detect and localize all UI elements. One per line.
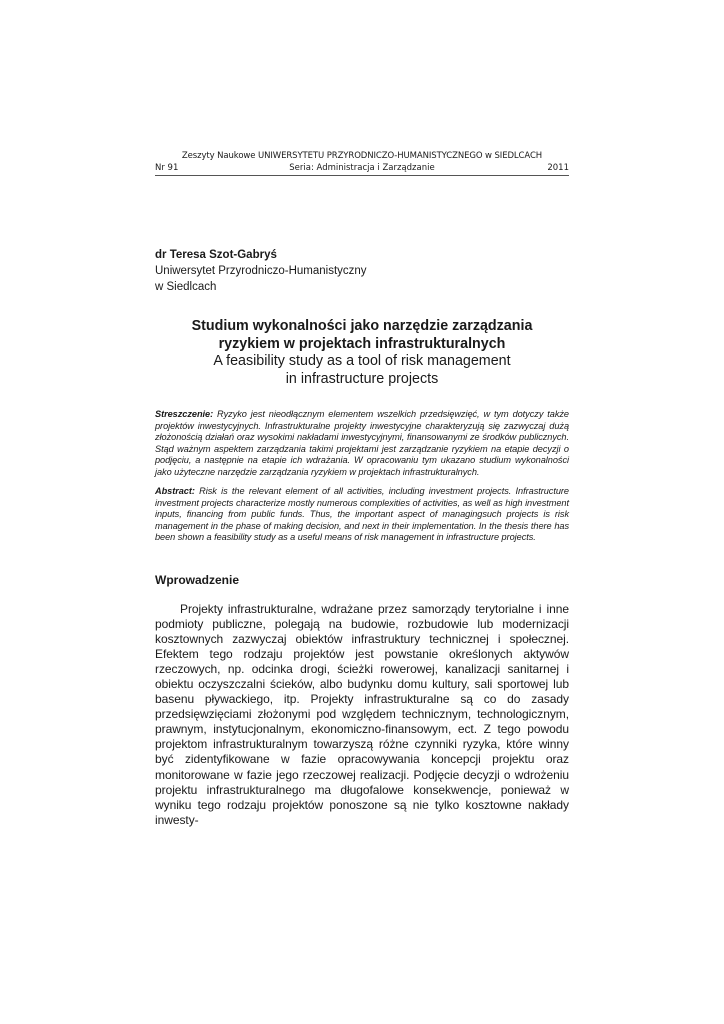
- body-paragraph: Projekty infrastrukturalne, wdrażane przez samorządy terytorialne i inne podmioty publiczne, polegają na budowie, rozbudowie lub modernizacji kosztownych zazwyczaj obiektów infrastruktury technicznej i społecznej. Efektem tego rodzaju projektów jest powstanie określonych aktywów rzeczowych, np. odcinka drogi, ścieżki rowerowej, kanalizacji sanitarnej i obiektu oczyszczalni ścieków, albo budynku domu kultury, sali sportowej lub basenu pływackiego, itp. Projekty infrastrukturalne są co do zasady przedsięwzięciami złożonymi pod względem technicznym, technologicznym, prawnym, instytucjonalnym, ekonomiczno-finansowym, ect. Z tego powodu projektom infrastrukturalnym towarzyszą różne czynniki ryzyka, które winny być zidentyfikowane w fazie opracowywania koncepcji projektu oraz monitorowane w fazie jego rzeczowej realizacji. Podjęcie decyzji o wdrożeniu projektu infrastrukturalnego ma długofalowe konsekwencje, ponieważ w wyniku tego rodzaju projektów ponoszone są nie tylko kosztowne nakłady inwesty-: [155, 601, 569, 827]
- journal-title: Zeszyty Naukowe UNIWERSYTETU PRZYRODNICZO-HUMANISTYCZNEGO w SIEDLCACH: [181, 151, 543, 161]
- title-pl-line-1: Studium wykonalności jako narzędzie zarządzania: [191, 318, 533, 334]
- issue-number: Nr 91: [155, 163, 179, 173]
- title-en-line-1: A feasibility study as a tool of risk management: [213, 353, 511, 369]
- year: 2011: [547, 163, 569, 173]
- section-heading: Wprowadzenie: [155, 572, 240, 587]
- streszczenie-text: Ryzyko jest nieodłącznym elementem wszelkich przedsięwzięć, w tym dotyczy także projektów inwestycyjnych. Infrastrukturalne projekty inwestycyjne charakteryzują się zazwyczaj dużą złożonością działań oraz wysokimi nakładami inwestycyjnymi, finansowanymi ze środków publicznych. Stąd ważnym aspektem zarządzania takimi projektami jest zarządzanie ryzykiem na etapie decyzji o podjęciu, a następnie na etapie ich wdrażania. W opracowaniu tym ukazano studium wykonalności jako użyteczne narzędzie zarządzania ryzykiem w projektach infrastrukturalnych.: [155, 409, 569, 477]
- paper-page: [155, 150, 569, 828]
- author-block: [155, 247, 569, 295]
- title-en-line-2: in infrastructure projects: [285, 370, 439, 387]
- affiliation-line-1: Uniwersytet Przyrodniczo-Humanistyczny: [155, 265, 367, 277]
- series-name: Seria: Administracja i Zarządzanie: [289, 163, 435, 173]
- title-pl-line-2: ryzykiem w projektach infrastrukturalnych: [218, 335, 506, 352]
- streszczenie-label: Streszczenie:: [155, 409, 214, 419]
- abstract-label: Abstract:: [155, 486, 195, 496]
- streszczenie: [155, 409, 569, 478]
- author-name: dr Teresa Szot-Gabryś: [155, 249, 277, 261]
- abstract: [155, 486, 569, 544]
- series-row: [155, 162, 569, 176]
- abstract-text: Risk is the relevant element of all activities, including investment projects. Infrastructure investment projects characterize mostly numerous complexities of activities, as well as high investment inputs, financing from public funds. Thus, the important aspect of managingsuch projects is risk management in the phase of making decision, and next in their implementation. In the thesis there has been shown a feasibility study as a useful means of risk management in infrastructure projects.: [155, 486, 569, 542]
- affiliation-line-2: w Siedlcach: [155, 281, 217, 293]
- title-block: [155, 318, 569, 388]
